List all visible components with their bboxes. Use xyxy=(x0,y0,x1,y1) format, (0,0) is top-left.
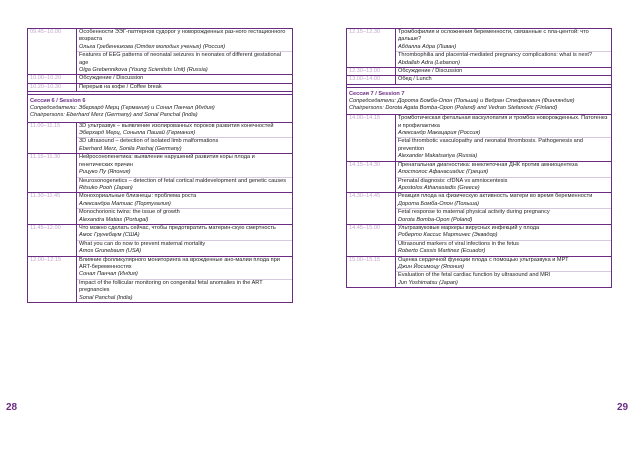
talk-ru xyxy=(396,115,611,138)
talk-title: Ultrasound markers of viral infections in the fetus xyxy=(398,240,519,247)
talk-title: Fetal thrombotic vasculopathy and neonatal thrombosis. Pathogenesis and prevention xyxy=(398,138,584,152)
talk-title: Монохориальные близнецы: проблема роста xyxy=(79,193,197,200)
talk-content xyxy=(396,225,611,256)
break-label: Обсуждение / Discussion xyxy=(79,75,144,82)
talk-authors: Sonal Panchal (India) xyxy=(79,294,133,301)
talk-authors: Эберхард Мерц, Соньяла Пашай (Германия) xyxy=(79,130,196,137)
talk-authors: Abdallah Adra (Lebanon) xyxy=(398,59,460,66)
talk-ru xyxy=(396,193,611,209)
talk-authors: Александр Макацария (Россия) xyxy=(398,130,481,137)
time-slot: 14.15–14.30 xyxy=(347,162,396,193)
break-label: Перерыв на кофе / Coffee break xyxy=(79,83,162,90)
talk-authors: Ritsuko Pooh (Japan) xyxy=(79,184,133,191)
talk-en xyxy=(396,178,611,193)
talk-content xyxy=(396,115,611,160)
talk-title: Влияние фолликулярного мониторинга на врожденные ано-малии плода при ART-беременностях xyxy=(79,256,280,270)
schedule-row xyxy=(347,29,611,68)
talk-content xyxy=(77,123,292,154)
schedule-row xyxy=(347,193,611,225)
talk-title: Impact of the follicular monitoring on congenital fetal anomalies in the ART pregnancies xyxy=(79,279,263,294)
schedule-row xyxy=(28,193,292,225)
talk-authors: Jun Yoshimatsu (Japan) xyxy=(398,279,458,286)
left-page-schedule xyxy=(27,28,293,303)
talk-authors: Roberto Cassis Martinez (Ecuador) xyxy=(398,248,486,255)
talk-title: Monochorionic twins: the issue of growth xyxy=(79,209,180,216)
talk-authors: Роберто Кассис Мартинес (Эквадор) xyxy=(398,232,498,239)
talk-ru xyxy=(77,193,292,209)
talk-content xyxy=(77,29,292,74)
talk-ru xyxy=(77,123,292,139)
time-slot: 11.00–11.15 xyxy=(28,123,77,154)
time-slot: 10.00–10.20 xyxy=(28,75,77,82)
talk-title: Пренатальная диагностика: внеклеточная ДНК против амниоцентеза xyxy=(398,161,578,168)
talk-title: Тромботическая фетальная васкулопатия и тромбоз новорожденных. Патогенез и профилактика xyxy=(398,115,608,129)
time-slot: 14.30–14.45 xyxy=(347,193,396,224)
schedule-row xyxy=(347,257,611,288)
chairs-ru: Сопредседатели: Дорота Бомба-Опон (Польша) и Ведран Стефанович (Финляндия) xyxy=(349,97,575,104)
talk-en xyxy=(396,209,611,224)
talk-title: Fetal response to maternal physical activity during pregnancy xyxy=(398,209,550,216)
chairs-en: Chairpersons: Dorota Agata Bomba-Opon (Poland) and Vedran Stefanovic (Finland) xyxy=(349,105,558,112)
talk-authors: Амос Грунебаум (США) xyxy=(79,232,140,239)
talk-en xyxy=(77,209,292,224)
talk-authors: Рицуко Пу (Япония) xyxy=(79,169,131,176)
talk-content xyxy=(396,193,611,224)
break-label: Обед / Lunch xyxy=(398,76,432,83)
talk-title: Neurosonogenetics – detection of fetal cortical maldevelopment and genetic causes xyxy=(79,177,287,184)
talk-en xyxy=(77,138,292,153)
talk-content xyxy=(396,162,611,193)
time-slot: 10.20–10.30 xyxy=(28,84,77,91)
talk-en xyxy=(396,272,611,287)
talk-title: Особенности ЭЭГ-паттернов судорог у новорожденных раз-ного гестационного возраста xyxy=(79,29,286,43)
page-number: 29 xyxy=(617,402,629,413)
time-slot: 12.30–13.00 xyxy=(347,68,396,75)
talk-title: What you can do now to prevent maternal mortality xyxy=(79,240,206,247)
session-header xyxy=(28,95,292,122)
break-label: Обсуждение / Discussion xyxy=(398,68,463,75)
talk-title: 3D ultrasound – detection of isolated limb malformations xyxy=(79,138,219,145)
schedule-row xyxy=(28,225,292,257)
schedule-row xyxy=(347,162,611,194)
time-slot: 13.00–14.00 xyxy=(347,76,396,83)
talk-authors: Джин Йосимоцу (Япония) xyxy=(398,263,465,270)
talk-title: Features of EEG patterns of neonatal seizures in neonates of different gestational age xyxy=(79,52,282,66)
talk-authors: Александра Матиас (Португалия) xyxy=(79,200,171,207)
time-slot: 14.00–14.15 xyxy=(347,115,396,160)
talk-content xyxy=(77,154,292,192)
talk-title: Нейросонопенетика: выявление нарушений развития коры плода и генетических причин xyxy=(79,154,255,168)
talk-content xyxy=(77,225,292,256)
schedule-row xyxy=(28,154,292,193)
talk-title: Тромбофилия и осложнения беременности, связанные с пла-центой: что дальше? xyxy=(398,29,589,43)
schedule-row xyxy=(347,115,611,161)
schedule-row xyxy=(28,84,292,92)
talk-content xyxy=(396,257,611,288)
talk-ru xyxy=(77,225,292,241)
talk-title: 3D ультразвук – выявление изолированных пороков развития конечностей xyxy=(79,122,274,129)
talk-title: Thrombophilia and placental-mediated pregnancy complications: what is next? xyxy=(398,52,593,59)
talk-authors: Dorota Bomba-Opon (Poland) xyxy=(398,216,473,223)
talk-authors: Olga Grebennikova (Young Scientists Unit) (Russia) xyxy=(79,67,208,74)
schedule-row xyxy=(347,76,611,84)
time-slot: 09.45–10.00 xyxy=(28,29,77,74)
time-slot: 11.15–11.30 xyxy=(28,154,77,192)
talk-ru xyxy=(396,29,611,52)
schedule-row xyxy=(28,123,292,155)
talk-en xyxy=(77,178,292,193)
page-number: 28 xyxy=(6,402,18,413)
talk-title: Ультразвуковые маркеры вирусных инфекций у плода xyxy=(398,224,540,231)
time-slot: 11.30–11.45 xyxy=(28,193,77,224)
talk-authors: Апостолос Афанасиадис (Греция) xyxy=(398,169,489,176)
schedule-row xyxy=(347,68,611,76)
talk-content xyxy=(396,29,611,67)
time-slot: 14.45–15.00 xyxy=(347,225,396,256)
talk-authors: Eberhard Merz, Sonila Pashaj (Germany) xyxy=(79,145,182,152)
talk-content xyxy=(77,193,292,224)
session-header xyxy=(347,88,611,115)
talk-ru xyxy=(396,225,611,241)
time-slot: 15.00–15.15 xyxy=(347,257,396,288)
talk-en xyxy=(396,52,611,67)
talk-ru xyxy=(77,29,292,52)
talk-authors: Alexander Makatsariya (Russia) xyxy=(398,153,478,160)
talk-ru xyxy=(396,257,611,273)
talk-authors: Сонал Панчал (Индия) xyxy=(79,271,138,278)
talk-en xyxy=(77,52,292,74)
talk-ru xyxy=(396,162,611,178)
time-slot: 11.45–12.00 xyxy=(28,225,77,256)
talk-authors: Apostolos Athanasiadis (Greece) xyxy=(398,184,480,191)
talk-ru xyxy=(77,257,292,280)
right-page-schedule xyxy=(346,28,612,288)
talk-title: Evaluation of the fetal cardiac function by ultrasound and MRI xyxy=(398,272,551,279)
talk-authors: Alexandra Matias (Portugal) xyxy=(79,216,149,223)
time-slot: 12.15–12.30 xyxy=(347,29,396,67)
time-slot: 12.00–12.15 xyxy=(28,257,77,302)
talk-en xyxy=(77,280,292,302)
schedule-row xyxy=(28,75,292,83)
chairs-en: Chairpersons: Eberhard Merz (Germany) and Sonal Panchal (India) xyxy=(30,112,198,119)
session-title: Сессия 6 / Session 6 xyxy=(30,98,86,105)
schedule-row xyxy=(347,225,611,257)
talk-en xyxy=(77,241,292,256)
schedule-row xyxy=(28,257,292,302)
talk-title: Что можно сделать сейчас, чтобы предотвратить материн-скую смертность xyxy=(79,224,276,231)
talk-authors: Дорота Бомба-Опон (Польша) xyxy=(398,200,480,207)
talk-authors: Amos Grunebaum (USA) xyxy=(79,248,142,255)
talk-ru xyxy=(77,154,292,177)
talk-authors: Ольга Гребенникова (Отдел молодых ученых) (Россия) xyxy=(79,43,226,50)
talk-en xyxy=(396,138,611,160)
schedule-row xyxy=(28,29,292,75)
talk-title: Оценка сердечной функции плода с помощью ультразвука и МРТ xyxy=(398,256,569,263)
session-title: Сессия 7 / Session 7 xyxy=(349,90,405,97)
talk-content xyxy=(77,257,292,302)
talk-authors: Абдалла Адра (Ливан) xyxy=(398,43,457,50)
talk-title: Реакция плода на физическую активность матери во время беременности xyxy=(398,193,593,200)
chairs-ru: Сопредседатели: Эберхард Мерц (Германия) и Сонал Панчал (Индия) xyxy=(30,105,215,112)
talk-title: Prenatal diagnosis: cfDNA vs amniocentesis xyxy=(398,177,508,184)
talk-en xyxy=(396,241,611,256)
